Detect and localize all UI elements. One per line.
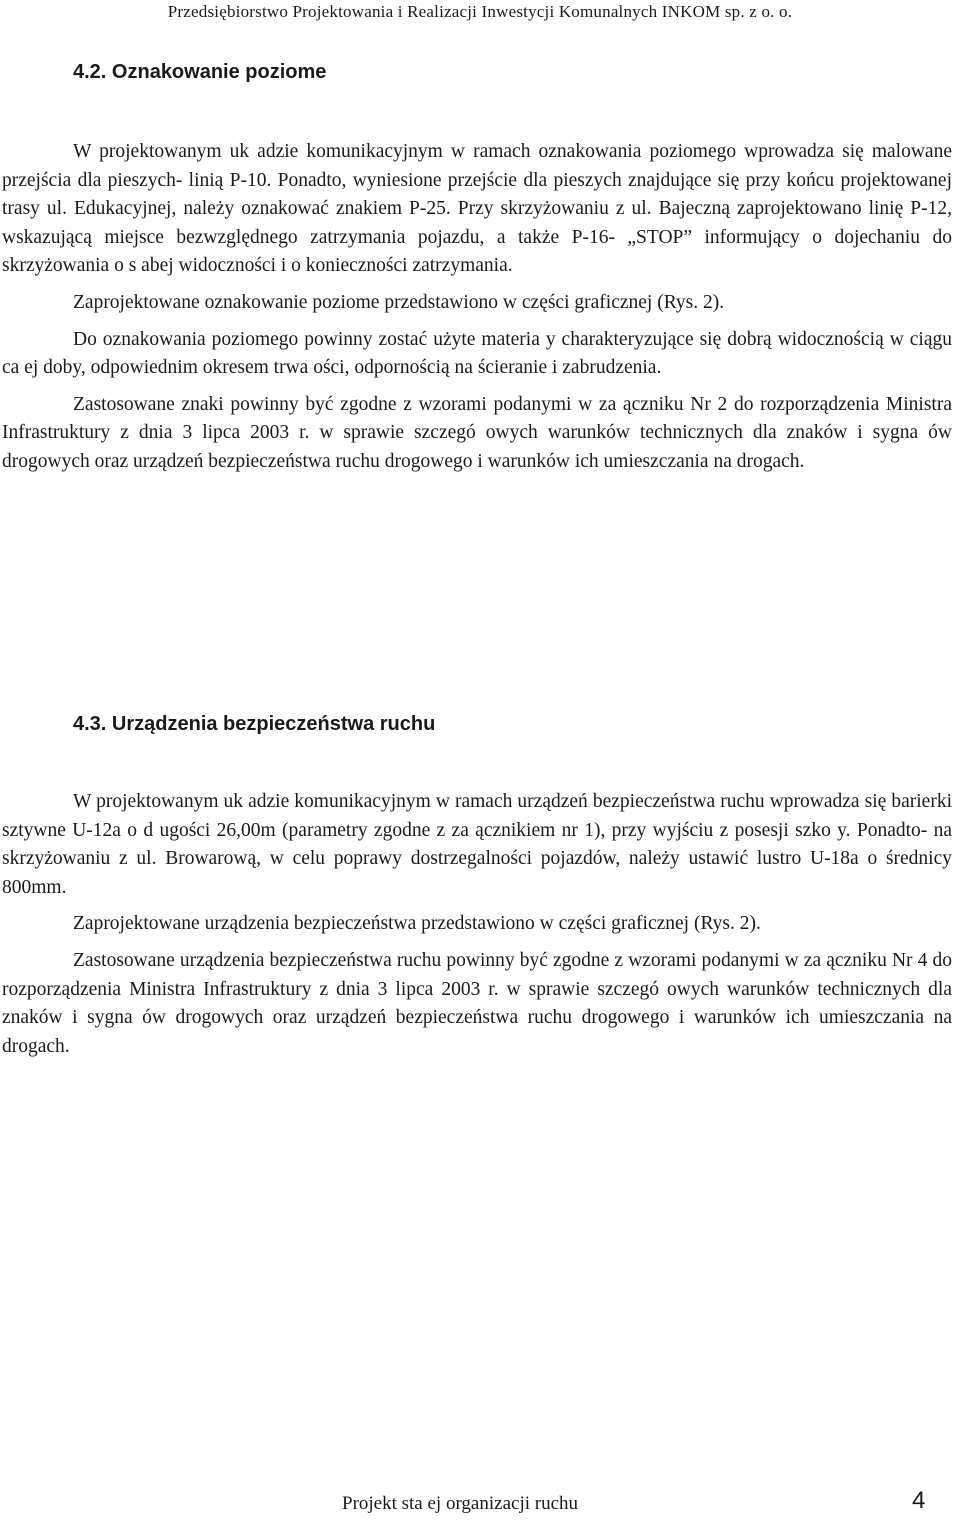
section-title-urzadzenia-bezpieczenstwa: 4.3. Urządzenia bezpieczeństwa ruchu <box>73 713 436 735</box>
paragraph: Zaprojektowane oznakowanie poziome przedstawiono w części graficznej (Rys. 2). <box>73 291 725 313</box>
section-body-oznakowanie-poziome <box>2 138 952 485</box>
paragraph: Zaprojektowane urządzenia bezpieczeństwa przedstawiono w części graficznej (Rys. 2). <box>73 913 761 935</box>
paragraph: Do oznakowania poziomego powinny zostać użyte materia y charakteryzujące się dobrą widocznością w ciągu ca ej doby, odpowiednim okresem trwa ości, odpornością na ścieranie i zabrudzenia. <box>2 328 952 379</box>
page-header: Przedsiębiorstwo Projektowania i Realizacji Inwestycji Komunalnych INKOM sp. z o. o. <box>167 2 793 21</box>
page-number: 4 <box>912 1487 926 1514</box>
paragraph: W projektowanym uk adzie komunikacyjnym w ramach urządzeń bezpieczeństwa ruchu wprowadza się barierki sztywne U-12a o d ugości 26,00m (parametry zgodne z za ącznikiem nr 1), przy wyjściu z posesji szko y. Ponadto- na skrzyżowaniu z ul. Browarową, w celu poprawy dostrzegalności pojazdów, należy ustawić lustro U-18a o średnicy 800mm. <box>2 791 952 898</box>
paragraph: Zastosowane urządzenia bezpieczeństwa ruchu powinny być zgodne z wzorami podanymi w za ączniku Nr 4 do rozporządzenia Ministra Infrastruktury z dnia 3 lipca 2003 r. w sprawie szczegó owych warunków technicznych dla znaków i sygna ów drogowych oraz urządzeń bezpieczeństwa ruchu drogowego i warunków ich umieszczania na drogach. <box>2 949 952 1057</box>
footer-title: Projekt sta ej organizacji ruchu <box>342 1493 579 1514</box>
paragraph: W projektowanym uk adzie komunikacyjnym w ramach oznakowania poziomego wprowadza się malowane przejścia dla pieszych- linią P-10. Ponadto, wyniesione przejście dla pieszych znajdujące się przy końcu projektowanej trasy ul. Edukacyjnej, należy oznakować znakiem P-25. Przy skrzyżowaniu z ul. Bajeczną zaprojektowano linię P-12, wskazującą miejsce bezwzględnego zatrzymania pojazdu, a także P-16- „STOP” informujący o dojechaniu do skrzyżowania o s abej widoczności i o konieczności zatrzymania. <box>2 141 952 277</box>
section-body-urzadzenia-bezpieczenstwa <box>2 788 952 1069</box>
section-title-oznakowanie-poziome: 4.2. Oznakowanie poziome <box>73 61 327 83</box>
paragraph: Zastosowane znaki powinny być zgodne z wzorami podanymi w za ączniku Nr 2 do rozporządzenia Ministra Infrastruktury z dnia 3 lipca 2003 r. w sprawie szczegó owych warunków technicznych dla znaków i sygna ów drogowych oraz urządzeń bezpieczeństwa ruchu drogowego i warunków ich umieszczania na drogach. <box>2 393 952 472</box>
